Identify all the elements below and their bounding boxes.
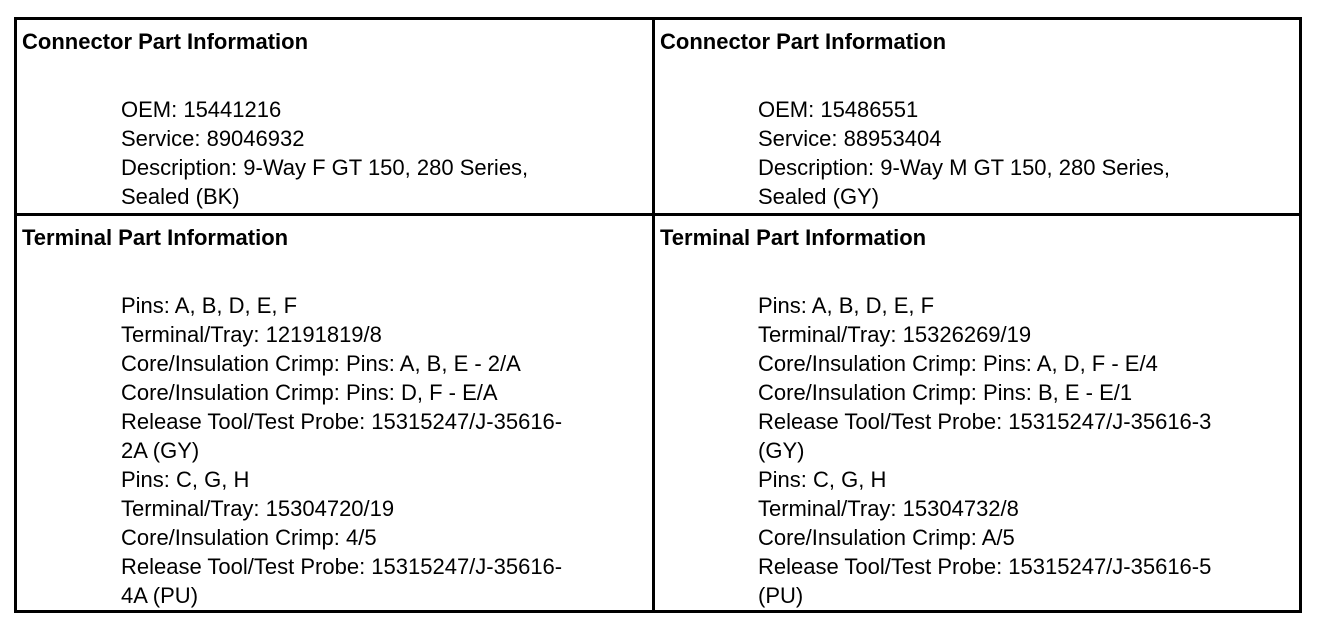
release-tool-line: (GY) — [758, 438, 805, 463]
release-tool-line: 4A (PU) — [121, 583, 199, 608]
connector-part-cell-right — [655, 20, 1299, 216]
terminal-part-cell-left — [17, 216, 655, 610]
description-line: Description: 9-Way F GT 150, 280 Series, — [121, 155, 529, 180]
release-tool-line: Release Tool/Test Probe: 15315247/J-35616-5 — [758, 554, 1212, 579]
description-line: Sealed (GY) — [758, 184, 880, 209]
crimp-line: Core/Insulation Crimp: 4/5 — [121, 525, 377, 550]
pins-line: Pins: A, B, D, E, F — [121, 293, 298, 318]
terminal-tray-line: Terminal/Tray: 12191819/8 — [121, 322, 382, 347]
connector-part-cell-left — [17, 20, 655, 216]
oem-number: OEM: 15441216 — [121, 97, 282, 122]
connector-part-details — [758, 95, 1289, 211]
terminal-tray-line: Terminal/Tray: 15326269/19 — [758, 322, 1032, 347]
crimp-line: Core/Insulation Crimp: Pins: D, F - E/A — [121, 380, 498, 405]
connector-part-heading: Connector Part Information — [22, 29, 309, 54]
crimp-line: Core/Insulation Crimp: Pins: A, B, E - 2/A — [121, 351, 521, 376]
release-tool-line: Release Tool/Test Probe: 15315247/J-35616- — [121, 554, 563, 579]
pins-line: Pins: C, G, H — [121, 467, 250, 492]
part-information-table — [14, 17, 1302, 613]
service-number: Service: 89046932 — [121, 126, 305, 151]
connector-part-details — [121, 95, 642, 211]
release-tool-line: 2A (GY) — [121, 438, 200, 463]
terminal-part-details — [758, 291, 1289, 610]
release-tool-line: Release Tool/Test Probe: 15315247/J-35616-3 — [758, 409, 1212, 434]
description-line: Description: 9-Way M GT 150, 280 Series, — [758, 155, 1171, 180]
terminal-tray-line: Terminal/Tray: 15304732/8 — [758, 496, 1019, 521]
terminal-part-details — [121, 291, 642, 610]
connector-part-heading: Connector Part Information — [660, 29, 947, 54]
pins-line: Pins: A, B, D, E, F — [758, 293, 935, 318]
crimp-line: Core/Insulation Crimp: Pins: A, D, F - E/4 — [758, 351, 1158, 376]
pins-line: Pins: C, G, H — [758, 467, 887, 492]
release-tool-line: Release Tool/Test Probe: 15315247/J-35616- — [121, 409, 563, 434]
oem-number: OEM: 15486551 — [758, 97, 919, 122]
description-line: Sealed (BK) — [121, 184, 240, 209]
terminal-part-cell-right — [655, 216, 1299, 610]
crimp-line: Core/Insulation Crimp: A/5 — [758, 525, 1015, 550]
service-number: Service: 88953404 — [758, 126, 942, 151]
crimp-line: Core/Insulation Crimp: Pins: B, E - E/1 — [758, 380, 1133, 405]
terminal-part-heading: Terminal Part Information — [660, 225, 927, 250]
release-tool-line: (PU) — [758, 583, 804, 608]
terminal-part-heading: Terminal Part Information — [22, 225, 289, 250]
terminal-tray-line: Terminal/Tray: 15304720/19 — [121, 496, 395, 521]
